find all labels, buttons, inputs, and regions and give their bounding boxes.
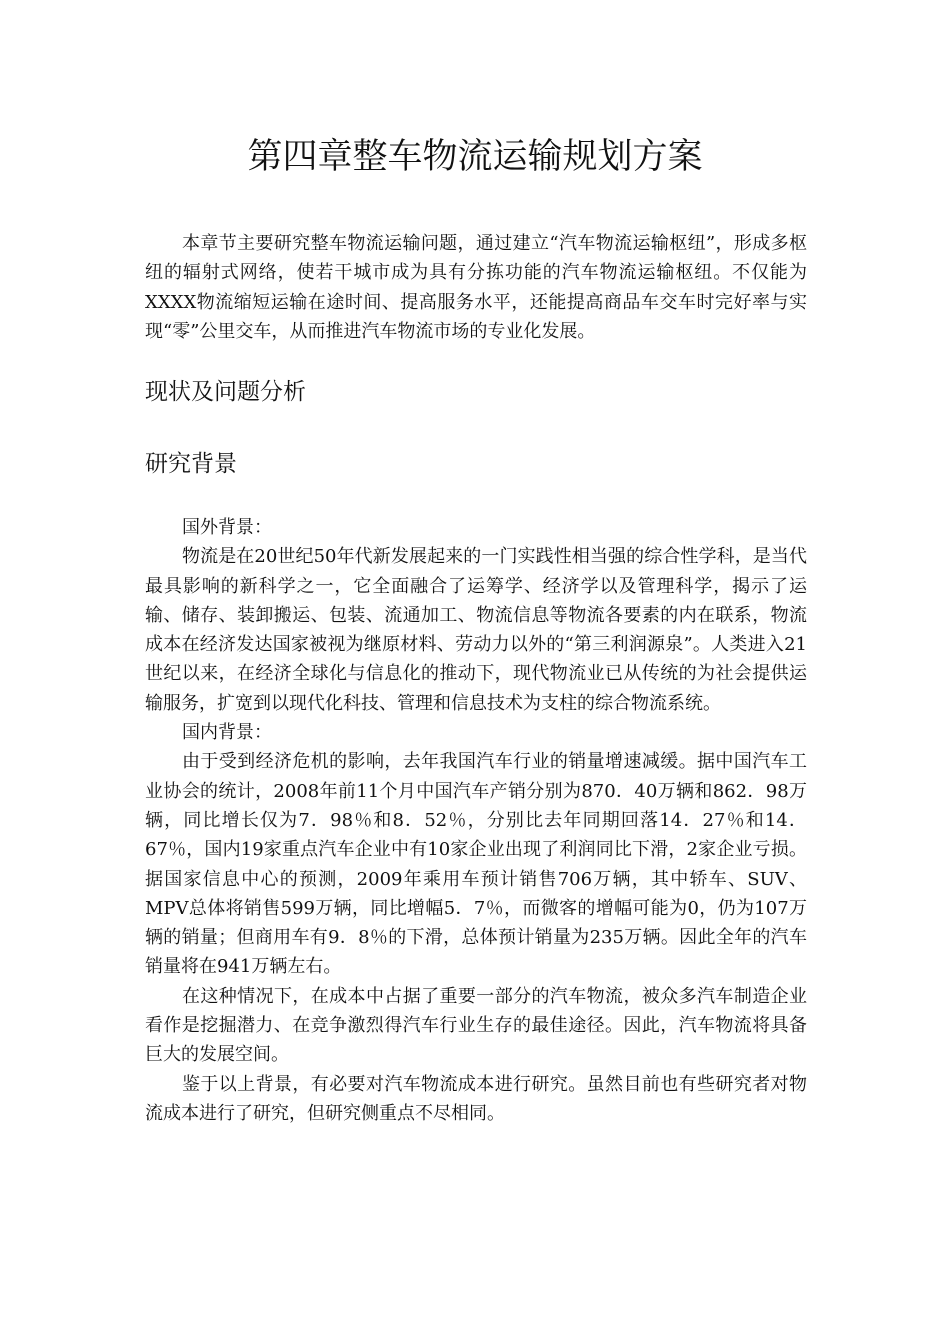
- conclusion-paragraph: 鉴于以上背景，有必要对汽车物流成本进行研究。虽然目前也有些研究者对物流成本进行了研究，但研究侧重点不尽相同。: [145, 1073, 807, 1124]
- foreign-background-paragraph: 物流是在20世纪50年代新发展起来的一门实践性相当强的综合性学科，是当代最具影响的新科学之一，它全面融合了运筹学、经济学以及管理科学，揭示了运输、储存、装卸搬运、包装、流通加工、物流信息等物流各要素的内在联系，物流成本在经济发达国家被视为继原材料、劳动力以外的“第三利润源泉”。人类进入21世纪以来，在经济全球化与信息化的推动下，现代物流业已从传统的为社会提供运输服务，扩宽到以现代化科技、管理和信息技术为支柱的综合物流系统。: [145, 546, 807, 714]
- intro-paragraph: 本章节主要研究整车物流运输问题，通过建立“汽车物流运输枢纽”，形成多枢纽的辐射式网络，使若干城市成为具有分拣功能的汽车物流运输枢纽。不仅能为XXXX物流缩短运输在途时间、提高服务水平，还能提高商品车交车时完好率与实现“零”公里交车，从而推进汽车物流市场的专业化发展。: [145, 233, 807, 342]
- domestic-background-label: 国内背景：: [182, 722, 272, 744]
- intro-block: [145, 229, 807, 346]
- logistics-paragraph: 在这种情况下，在成本中占据了重要一部分的汽车物流，被众多汽车制造企业看作是挖掘潜力、在竞争激烈得汽车行业生存的最佳途径。因此，汽车物流将具备巨大的发展空间。: [145, 985, 807, 1066]
- background-block: [145, 513, 807, 1128]
- foreign-background-label: 国外背景：: [182, 517, 272, 538]
- domestic-background-paragraph: 由于受到经济危机的影响，去年我国汽车行业的销量增速减缓。据中国汽车工业协会的统计，2008年前11个月中国汽车产销分别为870．40万辆和862．98万辆，同比增长仅为7．98％和8．52％，分别比去年同期回落14．27％和14．67％，国内19家重点汽车企业中有10家企业出现了利润同比下滑，2家企业亏损。据国家信息中心的预测，2009年乘用车预计销售706万辆，其中轿车、SUV、MPV总体将销售599万辆，同比增幅5．7％，而微客的增幅可能为0，仍为107万辆的销量；但商用车有9．8％的下滑，总体预计销量为235万辆。因此全年的汽车销量将在941万辆左右。: [145, 751, 807, 978]
- document-title: 第四章整车物流运输规划方案: [247, 137, 703, 177]
- section-heading: 现状及问题分析: [145, 379, 306, 405]
- subsection-heading: 研究背景: [145, 451, 237, 477]
